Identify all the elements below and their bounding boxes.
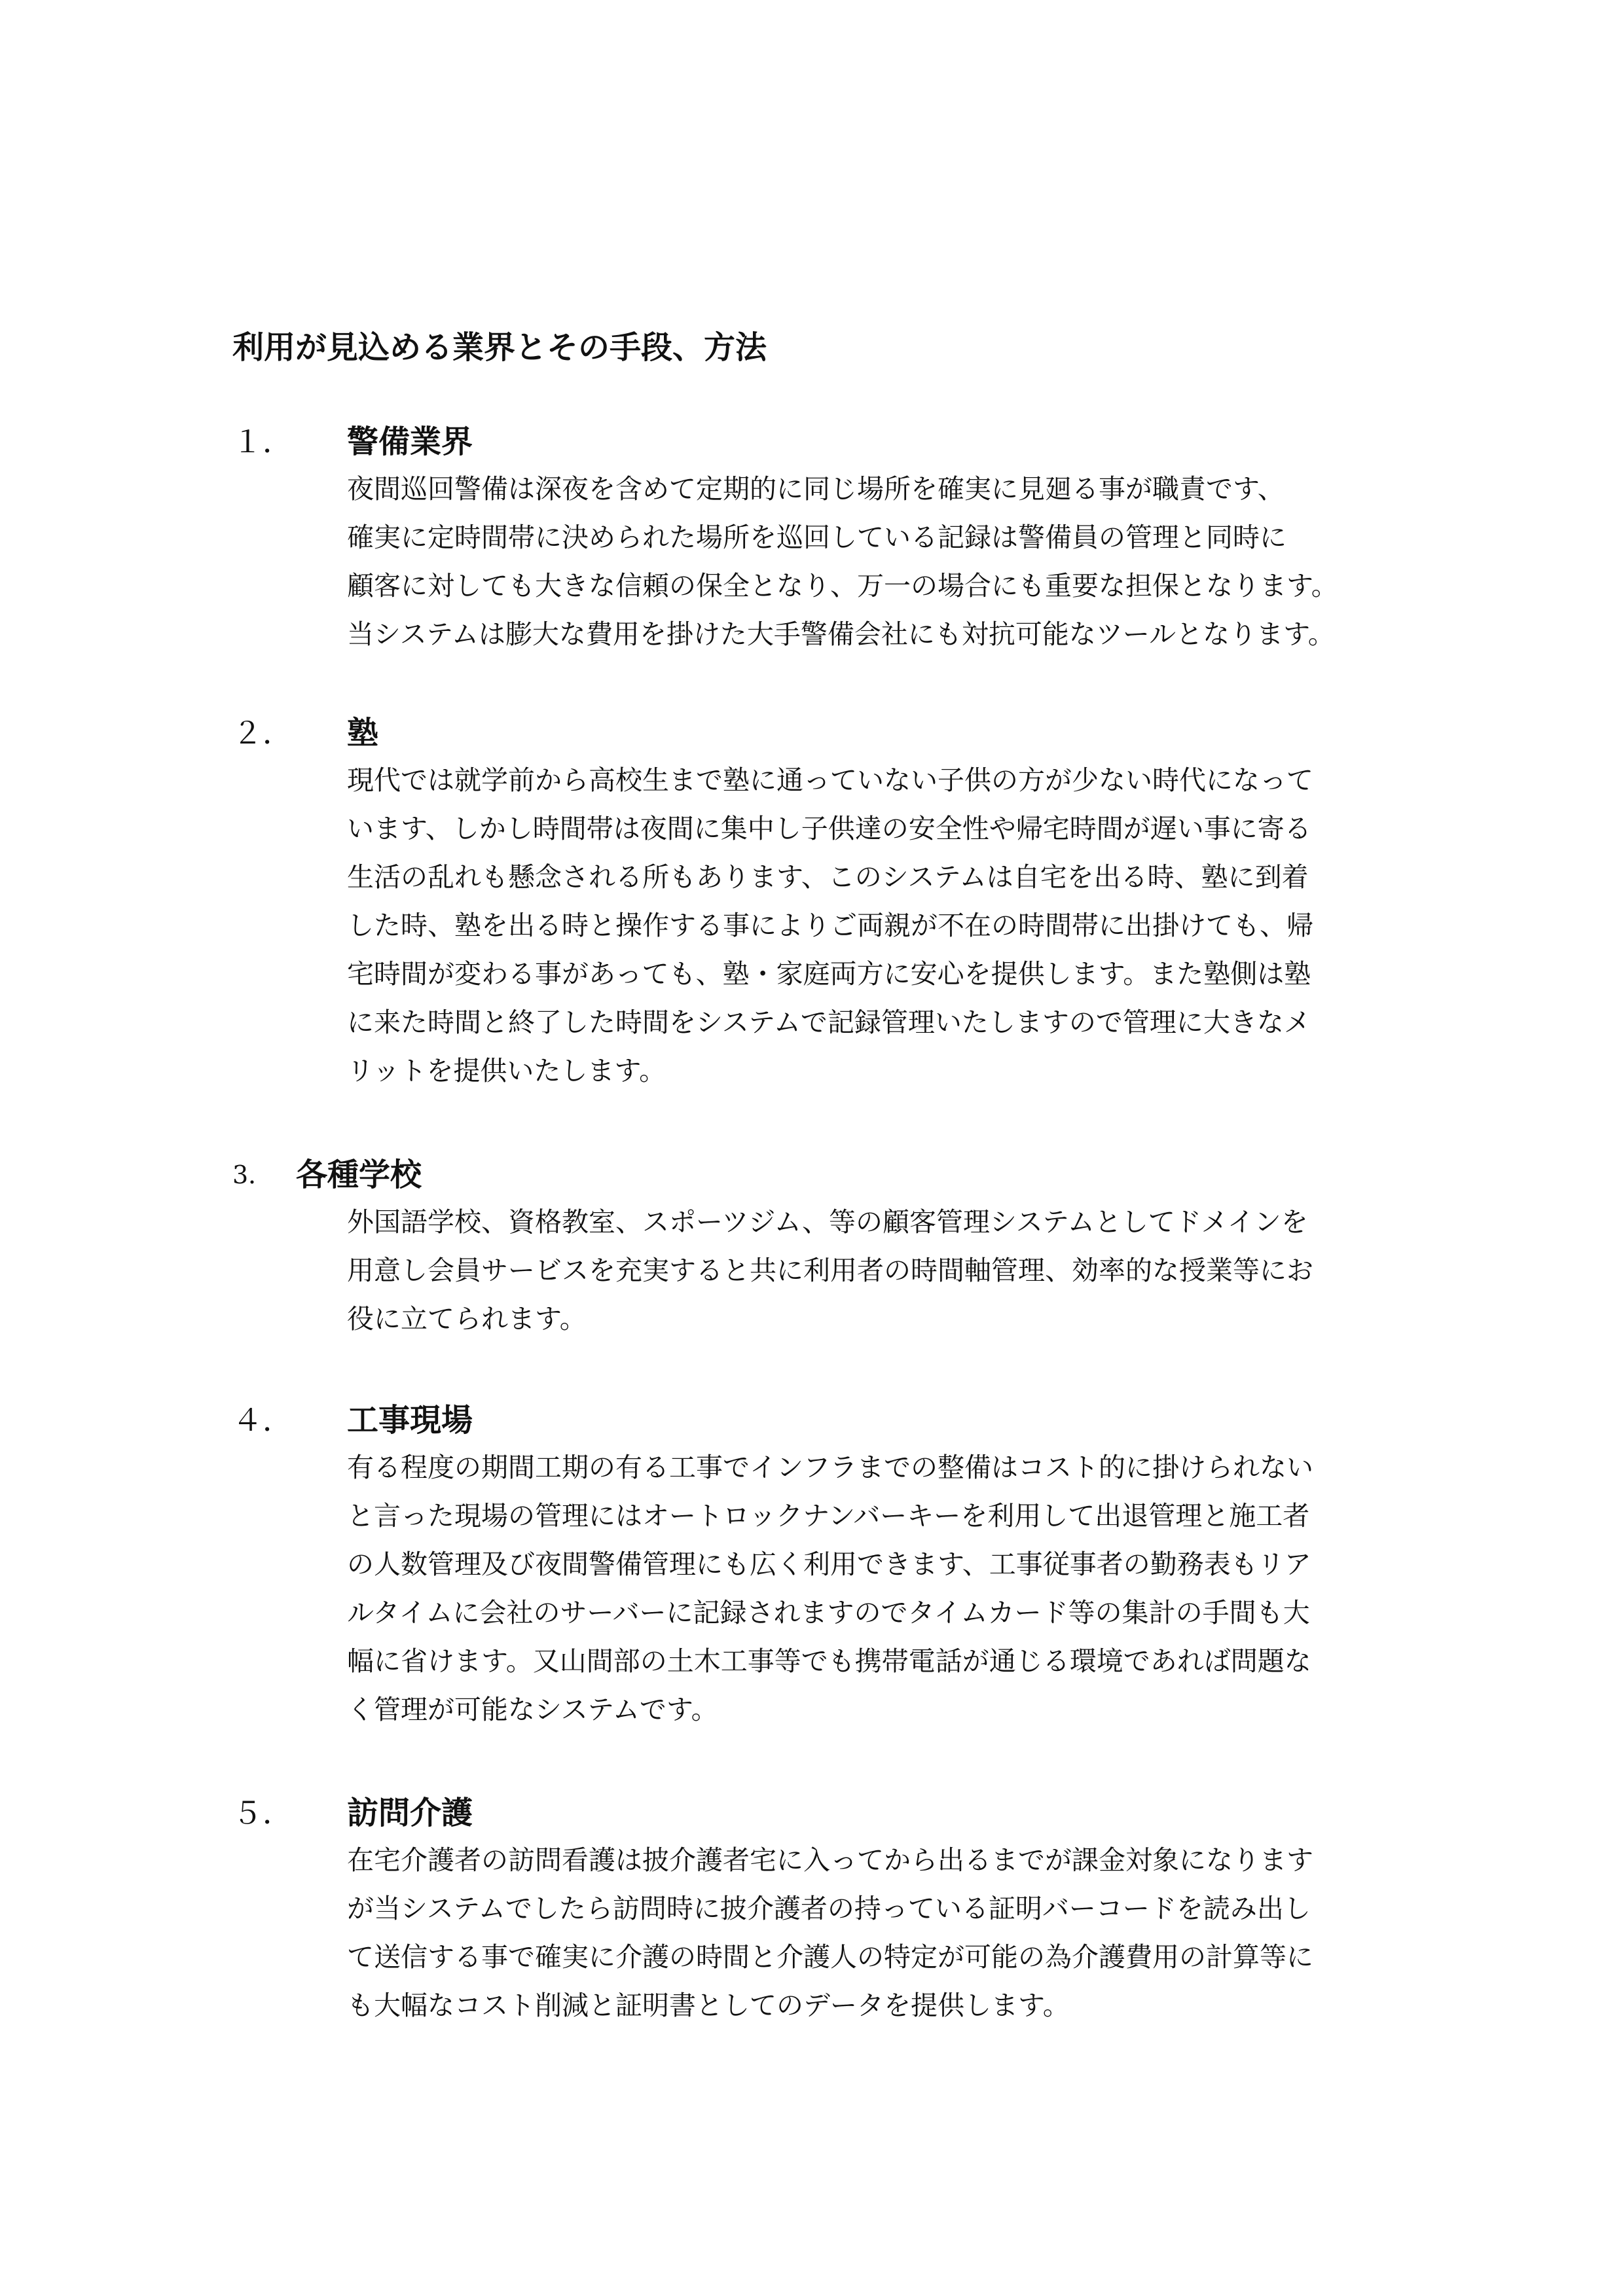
section-title: 警備業界 [347,423,473,460]
body-line: 幅に省けます。又山間部の土木工事等でも携帯電話が通じる環境であれば問題な [347,1645,1311,1677]
document-title: 利用が見込める業界とその手段、方法 [232,329,767,366]
section-body [347,465,1434,658]
section-number: ２． [232,715,293,751]
body-line: 在宅介護者の訪問看護は披介護者宅に入ってから出るまでが課金対象になります [347,1844,1313,1876]
body-line: 生活の乱れも懸念される所もあります、このシステムは自宅を出る時、塾に到着 [347,861,1309,893]
body-line: います、しかし時間帯は夜間に集中し子供達の安全性や帰宅時間が遅い事に寄る [347,813,1311,844]
section-cram-school [232,710,1417,1095]
section-heading [232,1397,1417,1443]
body-line: 有る程度の期間工期の有る工事でインフラまでの整備はコスト的に掛けられない [347,1452,1313,1483]
body-line: て送信する事で確実に介護の時間と介護人の特定が可能の為介護費用の計算等に [347,1941,1313,1973]
section-heading [232,710,1417,756]
section-heading [232,419,1417,465]
section-home-care [232,1790,1417,2030]
body-line: リットを提供いたします。 [347,1055,666,1086]
body-line: 宅時間が変わる事があっても、塾・家庭両方に安心を提供します。また塾側は塾 [347,958,1311,990]
body-line: 夜間巡回警備は深夜を含めて定期的に同じ場所を確実に見廻る事が職責です、 [347,473,1285,505]
section-body [347,1836,1434,2030]
section-heading [232,1790,1417,1836]
body-line: 現代では就学前から高校生まで塾に通っていない子供の方が少ない時代になって [347,764,1313,796]
body-line: も大幅なコスト削減と証明書としてのデータを提供します。 [347,1990,1070,2021]
body-line: 役に立てられます。 [347,1303,587,1335]
section-body [347,1443,1434,1734]
section-heading [232,1152,1417,1198]
section-title: 塾 [347,715,379,751]
section-title: 各種学校 [296,1157,422,1193]
section-security [232,419,1417,658]
section-title: 工事現場 [347,1402,473,1439]
section-body [347,1198,1434,1343]
body-line: と言った現場の管理にはオートロックナンバーキーを利用して出退管理と施工者 [347,1500,1310,1532]
section-schools [232,1152,1417,1343]
body-line: ルタイムに会社のサーバーに記録されますのでタイムカード等の集計の手間も大 [347,1597,1310,1628]
body-line: く管理が可能なシステムです。 [347,1694,718,1725]
section-number: ５． [232,1795,293,1831]
section-number: 3． [232,1160,274,1189]
body-line: 当システムは膨大な費用を掛けた大手警備会社にも対抗可能なツールとなります。 [347,619,1335,650]
section-number: ４． [232,1403,293,1438]
body-line: 外国語学校、資格教室、スポーツジム、等の顧客管理システムとしてドメインを [347,1206,1308,1238]
section-construction [232,1397,1417,1734]
body-line: 顧客に対しても大きな信頼の保全となり、万一の場合にも重要な担保となります。 [347,570,1338,601]
body-line: 用意し会員サービスを充実すると共に利用者の時間軸管理、効率的な授業等にお [347,1255,1313,1286]
section-title: 訪問介護 [347,1795,473,1831]
body-line: が当システムでしたら訪問時に披介護者の持っている証明バーコードを読み出し [347,1893,1311,1924]
body-line: に来た時間と終了した時間をシステムで記録管理いたしますので管理に大きなメ [347,1007,1311,1038]
body-line: した時、塾を出る時と操作する事によりご両親が不在の時間帯に出掛けても、帰 [347,910,1313,941]
section-number: １． [232,424,293,459]
section-body [347,756,1434,1095]
body-line: 確実に定時間帯に決められた場所を巡回している記録は警備員の管理と同時に [347,522,1286,553]
body-line: の人数管理及び夜間警備管理にも広く利用できます、工事従事者の勤務表もリア [347,1549,1311,1580]
